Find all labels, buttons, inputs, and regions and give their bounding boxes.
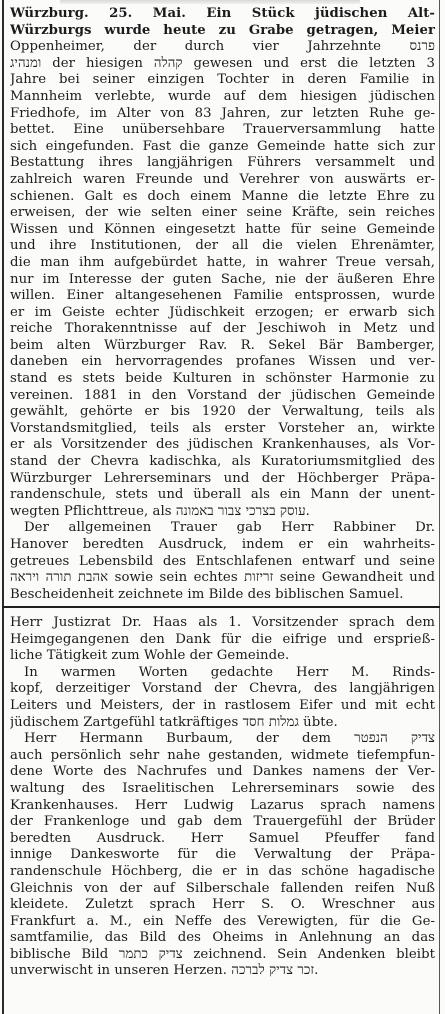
text-line: getreues Lebensbild des Entschlafenen entwarf und seine (10, 553, 435, 569)
text-line: die man ihm aufgebürdet hatte, in wahrer Treue versah, (10, 254, 435, 270)
text-line: Frankfurt a. M., ein Neffe des Verewigten, für die Ge- (10, 913, 435, 929)
text-line: er im Geiste echter Jüdischkeit erzogen; er erwarb sich (10, 304, 435, 320)
text-line: auch persönlich sehr nahe gestanden, widmete tiefempfun- (10, 747, 435, 763)
text-line: daneben ein hervorragendes profanes Wissen und ver- (10, 354, 435, 370)
column-divider (2, 606, 440, 608)
text-line: stand es stets beide Kulturen in schönster Harmonie zu (10, 371, 435, 387)
text-line: Bestattung ihres langjährigen Führers versammelt und (10, 155, 435, 171)
text-line: der Frankenloge und gab dem Trauergefühl der Brüder (10, 814, 435, 830)
text-line: Der allgemeinen Trauer gab Herr Rabbiner Dr. (24, 520, 435, 536)
text-line: randenschule, stets und überall als ein Mann der unent- (10, 487, 435, 503)
left-column-rule (2, 0, 4, 1014)
text-line: und ihre Institutionen, der all die vielen Ehrenämter, (10, 238, 435, 254)
text-line: gewählt, gehörte er bis 1920 der Verwaltung, teils als (10, 404, 435, 420)
text-line: Hanover beredten Ausdruck, indem er ein wahrheits- (10, 537, 435, 552)
text-line: Friedhofe, im Alter von 83 Jahren, zur letzten Ruhe ge- (10, 105, 435, 121)
text-line: schienen. Galt es doch einem Manne die letzte Ehre zu (10, 188, 435, 204)
text-line: Vorstandsmitglied, teils als erster Vorsteher an, wirkte (10, 420, 435, 436)
text-line: kleidete. Zuletzt sprach Herr S. O. Wreschner aus (10, 897, 435, 913)
text-line: vereinen. 1881 in den Vorstand der jüdischen Gemeinde (10, 387, 435, 403)
text-line: erweisen, der wie selten einer seine Kräfte, sein reiches (10, 205, 435, 221)
text-line: Krankenhauses. Herr Ludwig Lazarus sprach namens (10, 797, 435, 813)
text-line: dene Worte des Nachrufes und Dankes namens der Ver- (10, 764, 435, 780)
article-part-1 (10, 6, 435, 603)
text-line: willen. Einer altangesehenen Familie entsprossen, wurde (10, 288, 435, 304)
text-line: wegten Pflichttreue, als עוסק בצרכי צבור באמונה. (10, 503, 310, 519)
text-line: אהבת תורה ויראה sowie sein echtes זריזות seine Gewandheit und (10, 570, 435, 586)
torn-top-edge (60, 0, 360, 4)
text-line: Oppenheimer, der durch vier Jahrzehnte פרנס (10, 39, 435, 55)
text-line: nur im Interesse der guten Sache, nie der äußeren Ehre (10, 271, 435, 287)
text-line: randenschule Höchberg, die er in das schöne hagadische (10, 863, 435, 879)
text-line: Würzburger Lehrerseminars und der Höchberger Präpa- (10, 470, 435, 486)
text-line: waltung des Israelitischen Lehrerseminars sowie des (10, 780, 435, 796)
text-line: Gleichnis von der auf Silberschale fallenden reifen Nuß (10, 880, 435, 896)
right-column-rule (439, 0, 440, 1014)
text-line: stand der Chevra kadischka, als Kuratoriumsmitglied des (10, 454, 435, 470)
text-line: Leiters und Meisters, der in rastlosem Eifer und mit echt (10, 697, 435, 713)
text-line: kopf, derzeitiger Vorstand der Chevra, des langjährigen (10, 681, 435, 697)
text-line: reiche Thorakenntnisse auf der Jeschiwoh in Metz und (10, 321, 435, 337)
text-line: unverwischt in unseren Herzen. זכר צדיק לברכה. (10, 963, 319, 979)
text-line: zahlreich waren Freunde und Verehrer von auswärts er- (10, 171, 435, 187)
text-line: liche Tätigkeit zum Wohle der Gemeinde. (10, 648, 290, 664)
text-line: beim alten Würzburger Rav. R. Sekel Bär Bamberger, (10, 337, 435, 353)
text-line: Heimgegangenen den Dank für die eifrige und ersprieß- (10, 631, 435, 647)
text-line: Wissen und Können eingesetzt hatte für seine Gemeinde (10, 221, 435, 237)
text-line: biblische Bild צדיק כתמר zeichnend. Sein Andenken bleibt (10, 946, 435, 962)
text-line: innige Dankesworte für die Verwaltung der Präpa- (10, 847, 435, 863)
article-part-2 (10, 615, 435, 980)
text-line: Jahre bei seiner einzigen Tochter in deren Familie in (10, 72, 435, 88)
text-line: Würzburgs wurde heute zu Grabe getragen, Meier (10, 22, 435, 38)
text-line: samtfamilie, das Bild des Oheims in Anlehnung an das (10, 930, 435, 946)
text-line: beredten Ausdruck. Herr Samuel Pfeuffer fand (10, 830, 435, 846)
text-line: jüdischem Zartgefühl tatkräftiges גמלות חסד übte. (10, 714, 338, 730)
text-line: Herr Hermann Burbaum, der dem צדיק הנפטר (24, 731, 435, 747)
text-line: bettet. Eine unübersehbare Trauerversammlung hatte (10, 122, 435, 138)
text-line: In warmen Worten gedachte Herr M. Rinds- (24, 664, 435, 680)
text-line: er als Vorsitzender des jüdischen Krankenhauses, als Vor- (10, 437, 435, 453)
text-line: Mannheim verlebte, wurde auf dem hiesigen jüdischen (10, 88, 435, 104)
text-line: Würzburg. 25. Mai. Ein Stück jüdischen Alt- (10, 6, 435, 21)
text-line: sich eingefunden. Fast die ganze Gemeinde hatte sich zur (10, 138, 435, 154)
text-line: Herr Justizrat Dr. Haas als 1. Vorsitzender sprach dem (10, 615, 435, 630)
text-line: ומנהיג der hiesigen קהלה gewesen und erst die letzten 3 (10, 55, 435, 71)
text-line: Bescheidenheit zeichnete im Bilde des biblischen Samuel. (10, 586, 404, 602)
